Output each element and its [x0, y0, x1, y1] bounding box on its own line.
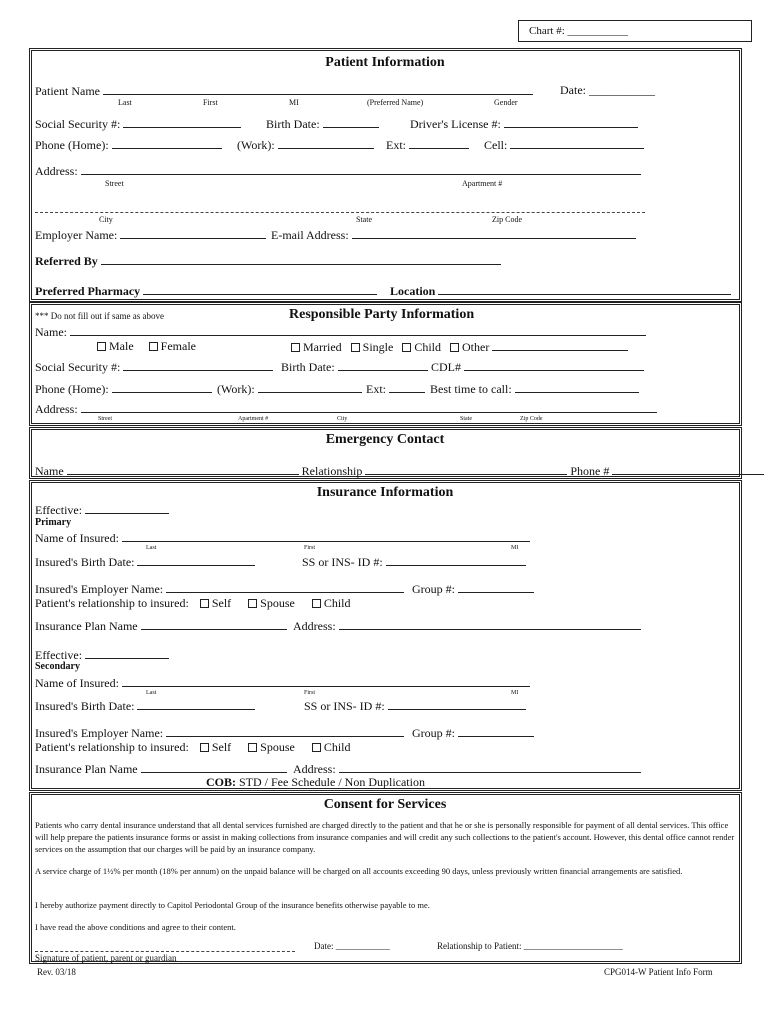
ext-field[interactable] — [409, 138, 469, 149]
secondary-sub-first: First — [304, 690, 316, 696]
responsible-party-title: Responsible Party Information — [289, 307, 475, 322]
primary-effective-field[interactable] — [85, 503, 169, 514]
sub-city: City — [99, 215, 113, 224]
resp-phone-label: Phone (Home): — [35, 382, 109, 396]
phone-home-row[interactable] — [35, 138, 222, 151]
secondary-address-label: Address: — [293, 762, 336, 776]
resp-sub-state: State — [460, 416, 472, 422]
secondary-self-checkbox[interactable] — [200, 743, 209, 752]
primary-spouse-label: Spouse — [260, 596, 295, 610]
ssn-label: Social Security #: — [35, 117, 121, 131]
secondary-employer-label: Insured's Employer Name: — [35, 726, 164, 740]
patient-info-title: Patient Information — [325, 55, 445, 70]
primary-group-label: Group #: — [412, 582, 455, 596]
chart-number-box[interactable] — [518, 20, 752, 42]
other-field[interactable] — [492, 340, 628, 351]
secondary-effective-field[interactable] — [85, 648, 169, 659]
female-label: Female — [160, 339, 196, 353]
resp-birth-row[interactable] — [281, 360, 428, 373]
secondary-ssins-label: SS or INS- ID #: — [304, 699, 385, 713]
cdl-field[interactable] — [464, 360, 644, 371]
patient-date-label: Date: ___________ — [560, 83, 655, 97]
resp-status-row — [291, 340, 628, 353]
primary-insured-field[interactable] — [122, 531, 530, 542]
secondary-group-row[interactable] — [412, 726, 534, 739]
ssn-field[interactable] — [123, 117, 241, 128]
secondary-ssins-row[interactable] — [304, 699, 526, 712]
secondary-sub-mi: MI — [511, 690, 519, 696]
consent-paragraph-3: I hereby authorize payment directly to Capitol Periodontal Group of the insurance benefits otherwise payable to me. — [35, 900, 430, 910]
secondary-birth-label: Insured's Birth Date: — [35, 699, 135, 713]
resp-ssn-field[interactable] — [123, 360, 273, 371]
responsible-note: *** Do not fill out if same as above — [35, 311, 164, 321]
address-label: Address: — [35, 164, 78, 178]
city-state-zip-line[interactable] — [35, 212, 645, 213]
secondary-relationship-row — [35, 741, 351, 753]
primary-employer-row[interactable] — [35, 582, 404, 595]
primary-child-label: Child — [323, 596, 351, 610]
referred-field[interactable] — [101, 254, 501, 265]
single-label: Single — [362, 340, 394, 354]
child-checkbox[interactable] — [402, 343, 411, 352]
secondary-effective-label: Effective: — [35, 648, 83, 662]
birth-row[interactable] — [266, 117, 379, 130]
dl-field[interactable] — [504, 117, 638, 128]
primary-address-field[interactable] — [339, 619, 641, 630]
resp-address-row[interactable] — [35, 402, 657, 415]
address-row[interactable] — [35, 164, 641, 177]
emergency-phone-field[interactable] — [612, 464, 764, 475]
secondary-relationship-label: Patient's relationship to insured: — [35, 740, 189, 754]
resp-sub-city: City — [337, 416, 348, 422]
secondary-plan-row[interactable] — [35, 762, 287, 775]
secondary-spouse-label: Spouse — [260, 740, 295, 754]
pharmacy-row[interactable] — [35, 284, 377, 297]
primary-plan-label: Insurance Plan Name — [35, 619, 138, 633]
dl-label: Driver's License #: — [410, 117, 501, 131]
resp-name-field[interactable] — [70, 325, 646, 336]
primary-sub-first: First — [304, 545, 316, 551]
other-checkbox[interactable] — [450, 343, 459, 352]
male-label: Male — [109, 339, 134, 353]
other-label: Other — [462, 340, 490, 354]
form-id-label: CPG014-W Patient Info Form — [604, 967, 713, 977]
secondary-child-checkbox[interactable] — [312, 743, 321, 752]
female-checkbox[interactable] — [149, 342, 158, 351]
ext-label: Ext: — [386, 138, 406, 152]
consent-section — [29, 792, 742, 964]
email-row[interactable] — [271, 228, 636, 241]
secondary-ssins-field[interactable] — [388, 699, 526, 710]
emergency-phone-label: Phone # — [570, 464, 610, 478]
patient-date-field[interactable] — [560, 84, 655, 96]
resp-ssn-label: Social Security #: — [35, 360, 121, 374]
primary-effective-label: Effective: — [35, 503, 83, 517]
resp-name-label: Name: — [35, 325, 67, 339]
resp-work-field[interactable] — [258, 382, 362, 393]
primary-group-field[interactable] — [458, 582, 534, 593]
single-checkbox[interactable] — [351, 343, 360, 352]
emergency-name-label: Name — [35, 464, 64, 478]
sub-first: First — [203, 98, 218, 107]
sub-zip: Zip Code — [492, 215, 522, 224]
secondary-plan-label: Insurance Plan Name — [35, 762, 138, 776]
email-label: E-mail Address: — [271, 228, 349, 242]
primary-birth-field[interactable] — [137, 555, 255, 566]
resp-sub-apartment: Apartment # — [238, 416, 269, 422]
emergency-contact-title: Emergency Contact — [325, 432, 445, 447]
employer-label: Employer Name: — [35, 228, 118, 242]
primary-birth-label: Insured's Birth Date: — [35, 555, 135, 569]
cob-label: COB: — [206, 775, 236, 789]
consent-paragraph-4: I have read the above conditions and agree to their content. — [35, 922, 236, 932]
patient-name-row[interactable] — [35, 84, 533, 97]
secondary-employer-field[interactable] — [166, 726, 404, 737]
secondary-self-label: Self — [211, 740, 232, 754]
location-label: Location — [390, 284, 436, 298]
married-checkbox[interactable] — [291, 343, 300, 352]
insurance-title: Insurance Information — [316, 485, 454, 500]
cell-row[interactable] — [484, 138, 644, 151]
resp-work-label: (Work): — [217, 382, 255, 396]
primary-plan-row[interactable] — [35, 619, 287, 632]
referred-label: Referred By — [35, 254, 98, 268]
best-time-label: Best time to call: — [430, 382, 512, 396]
primary-address-row[interactable] — [293, 619, 641, 632]
secondary-employer-row[interactable] — [35, 726, 404, 739]
phone-work-row[interactable] — [237, 138, 374, 151]
dl-row[interactable] — [410, 117, 638, 130]
secondary-birth-row[interactable] — [35, 699, 255, 712]
primary-ssins-row[interactable] — [302, 555, 526, 568]
resp-ssn-row[interactable] — [35, 360, 273, 373]
address-field[interactable] — [81, 164, 641, 175]
sub-preferred: (Preferred Name) — [367, 98, 424, 107]
primary-label: Primary — [35, 517, 72, 528]
resp-ext-field[interactable] — [389, 382, 425, 393]
patient-name-field[interactable] — [103, 84, 533, 95]
primary-self-label: Self — [211, 596, 232, 610]
birth-label: Birth Date: — [266, 117, 320, 131]
secondary-insured-label: Name of Insured: — [35, 676, 119, 690]
patient-name-label: Patient Name — [35, 84, 100, 98]
best-time-field[interactable] — [515, 382, 639, 393]
secondary-group-field[interactable] — [458, 726, 534, 737]
secondary-plan-field[interactable] — [141, 762, 287, 773]
birth-field[interactable] — [323, 117, 379, 128]
signature-line[interactable] — [35, 942, 295, 952]
secondary-spouse-checkbox[interactable] — [248, 743, 257, 752]
primary-relationship-label: Patient's relationship to insured: — [35, 596, 189, 610]
sub-mi: MI — [289, 98, 299, 107]
primary-ssins-field[interactable] — [386, 555, 526, 566]
resp-ext-row[interactable] — [366, 382, 425, 395]
resp-phone-row[interactable] — [35, 382, 212, 395]
consent-date[interactable]: Date: ____________ — [314, 941, 390, 951]
revision-label: Rev. 03/18 — [37, 967, 76, 977]
secondary-effective-row[interactable] — [35, 648, 169, 661]
resp-work-row[interactable] — [217, 382, 362, 395]
primary-relationship-row — [35, 597, 351, 609]
pharmacy-label: Preferred Pharmacy — [35, 284, 141, 298]
location-field[interactable] — [438, 284, 731, 295]
primary-group-row[interactable] — [412, 582, 534, 595]
secondary-child-label: Child — [323, 740, 351, 754]
best-time-row[interactable] — [430, 382, 639, 395]
cell-label: Cell: — [484, 138, 508, 152]
primary-address-label: Address: — [293, 619, 336, 633]
employer-field[interactable] — [120, 228, 266, 239]
signature-label: Signature of patient, parent or guardian — [35, 953, 177, 963]
emergency-name-field[interactable] — [67, 464, 299, 475]
resp-name-row[interactable] — [35, 325, 646, 338]
emergency-relationship-field[interactable] — [365, 464, 567, 475]
phone-home-label: Phone (Home): — [35, 138, 109, 152]
consent-title: Consent for Services — [323, 797, 447, 812]
cob-text: STD / Fee Schedule / Non Duplication — [239, 775, 425, 789]
sub-apartment: Apartment # — [462, 179, 503, 188]
sub-street: Street — [105, 179, 124, 188]
primary-effective-row[interactable] — [35, 503, 169, 516]
primary-spouse-checkbox[interactable] — [248, 599, 257, 608]
child-label: Child — [414, 340, 441, 354]
sub-last: Last — [118, 98, 132, 107]
primary-sub-last: Last — [146, 545, 157, 551]
primary-birth-row[interactable] — [35, 555, 255, 568]
ssn-row[interactable] — [35, 117, 241, 130]
location-row[interactable] — [390, 284, 731, 297]
secondary-label: Secondary — [35, 661, 80, 672]
male-checkbox[interactable] — [97, 342, 106, 351]
consent-relationship[interactable]: Relationship to Patient: ______________________ — [437, 941, 623, 951]
resp-sub-zip: Zip Code — [520, 416, 543, 422]
resp-address-field[interactable] — [81, 402, 657, 413]
cell-field[interactable] — [510, 138, 644, 149]
primary-employer-field[interactable] — [166, 582, 404, 593]
resp-birth-label: Birth Date: — [281, 360, 335, 374]
pharmacy-field[interactable] — [143, 284, 377, 295]
primary-ssins-label: SS or INS- ID #: — [302, 555, 383, 569]
primary-insured-label: Name of Insured: — [35, 531, 119, 545]
secondary-insured-row[interactable] — [35, 676, 530, 689]
secondary-group-label: Group #: — [412, 726, 455, 740]
secondary-address-row[interactable] — [293, 762, 641, 775]
resp-birth-field[interactable] — [338, 360, 428, 371]
phone-work-label: (Work): — [237, 138, 275, 152]
email-field[interactable] — [352, 228, 636, 239]
primary-self-checkbox[interactable] — [200, 599, 209, 608]
sub-gender: Gender — [494, 98, 518, 107]
resp-phone-field[interactable] — [112, 382, 212, 393]
cob-row — [206, 776, 425, 788]
consent-paragraph-1: Patients who carry dental insurance understand that all dental services furnished are charged directly to the patient and that he or she is personally responsible for payment of all dental services. This office will help prepare the patients insurance forms or assist in making collections from insurance companies and will credit any such collections to the patient's account. However, this dental office cannot render services on the assumption that our charges will be paid by an insurance company. — [35, 820, 735, 854]
referred-row[interactable] — [35, 254, 501, 267]
emergency-row[interactable] — [35, 464, 764, 477]
resp-address-label: Address: — [35, 402, 78, 416]
primary-employer-label: Insured's Employer Name: — [35, 582, 164, 596]
married-label: Married — [303, 340, 342, 354]
resp-ext-label: Ext: — [366, 382, 386, 396]
secondary-birth-field[interactable] — [137, 699, 255, 710]
phone-home-field[interactable] — [112, 138, 222, 149]
phone-work-field[interactable] — [278, 138, 374, 149]
cdl-label: CDL# — [431, 360, 461, 374]
resp-sub-street: Street — [98, 416, 112, 422]
resp-gender-row — [97, 340, 196, 352]
cdl-row[interactable] — [431, 360, 644, 373]
emergency-relationship-label: Relationship — [301, 464, 363, 478]
primary-sub-mi: MI — [511, 545, 519, 551]
ext-row[interactable] — [386, 138, 469, 151]
secondary-insured-field[interactable] — [122, 676, 530, 687]
secondary-address-field[interactable] — [339, 762, 641, 773]
employer-row[interactable] — [35, 228, 266, 241]
primary-insured-row[interactable] — [35, 531, 530, 544]
chart-number-label: Chart #: ___________ — [529, 25, 628, 37]
primary-child-checkbox[interactable] — [312, 599, 321, 608]
secondary-sub-last: Last — [146, 690, 157, 696]
consent-paragraph-2: A service charge of 1½% per month (18% per annum) on the unpaid balance will be charged on all accounts exceeding 90 days, unless previously written financial arrangements are satisfied. — [35, 866, 683, 876]
primary-plan-field[interactable] — [141, 619, 287, 630]
sub-state: State — [356, 215, 372, 224]
